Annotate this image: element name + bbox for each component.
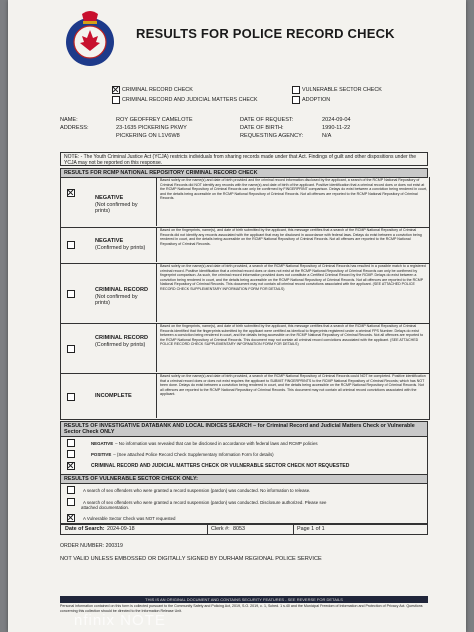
camera-watermark: nfinix NOTE: [74, 612, 166, 629]
requesting-agency: N/A: [322, 133, 332, 139]
option-vulnerable-sector-check: VULNERABLE SECTOR CHECK: [292, 86, 382, 94]
date-of-birth: 1990-11-22: [322, 125, 351, 131]
rcmp-section-header: RESULTS FOR RCMP NATIONAL REPOSITORY CRIMINAL RECORD CHECK: [60, 168, 428, 178]
vulnerable-sector-section: RESULTS OF VULNERABLE SECTOR CHECK ONLY: A search of sex offenders who were granted a record suspension (pardon) was conducted. No information to release. A search of sex offenders who were granted a record suspension (pardon) was conducted. Disclosure authorized. Please see attached documentation. A Vulnerable Sector Check was NOT requested: [60, 474, 428, 525]
search-date: 2024-09-18: [107, 526, 135, 532]
applicant-name: ROY GEOFFREY CAMELOTE: [116, 117, 193, 123]
inv-positive: POSITIVE – (See attached Police Record Check Supplementary Information Form for details): [67, 450, 274, 458]
checkbox: [292, 96, 300, 104]
request-labels: DATE OF REQUEST: DATE OF BIRTH: REQUESTING AGENCY:: [240, 117, 304, 139]
clerk-number: 8053: [233, 526, 245, 532]
inv-not-requested: CRIMINAL RECORD AND JUDICIAL MATTERS CHECK OR VULNERABLE SECTOR CHECK NOT REQUESTED: [67, 462, 349, 470]
checkbox-checked: [112, 86, 120, 94]
option-criminal-record-judicial-matters: CRIMINAL RECORD AND JUDICIAL MATTERS CHECK: [112, 96, 257, 104]
privacy-notice: Personal information contained on this form is collected pursuant to the Community Safety and Policing Act, 2019, S.O. 2019, c. 1, Sched. 1 s.40 and the Municipal Freedom of Information and Protection of Privacy Act. Questions concerning this collection should be directed to the Information Release Unit.: [60, 604, 423, 613]
order-number: ORDER NUMBER: 200319: [60, 543, 123, 549]
checkbox: [67, 290, 75, 298]
durham-police-crest-logo: [64, 8, 116, 72]
option-criminal-record-check: CRIMINAL RECORD CHECK: [112, 86, 193, 94]
checkbox: [67, 345, 75, 353]
validity-notice: NOT VALID UNLESS EMBOSSED OR DIGITALLY SIGNED BY DURHAM REGIONAL POLICE SERVICE: [60, 556, 322, 562]
checkbox: [112, 96, 120, 104]
rcmp-row-incomplete: INCOMPLETE Based solely on the name(s) and date of birth provided, a search of the RCMP National Repository of Criminal Records could NOT be completed. Positive identification that a criminal record does or does not exist requires the applicant to SUBMIT FINGERPRINTS to the RCMP National Repository of Criminal Records; which has NOT been done. Delays do exist between a conviction being rendered in court, and the details being accessible on the RCMP National Repository of Criminal Records. Not all offences are reported to the RCMP National Repository of Criminal Records. This document may not contain all criminal record convictions associated with the applicant.: [60, 373, 430, 420]
checkbox: [292, 86, 300, 94]
applicant-address-1: 23-1635 PICKERING PKWY: [116, 125, 187, 131]
rcmp-row-negative-confirmed: NEGATIVE (Confirmed by prints) Based on the fingerprints, name(s), and date of birth submitted by the applicant, this message certifies that a search of the RCMP National Repository of Criminal Records did not identify any records associated with the applicant that may be disclosed in accordance with federal laws. Delays do exist between a conviction being rendered in court, and the details being accessible on the RCMP National Repository of Criminal Records. Not all offences are reported to the RCMP National Repository of Criminal Records.: [60, 227, 430, 264]
applicant-address-2: PICKERING ON L1V6W8: [116, 133, 180, 139]
inv-negative: NEGATIVE – No information was revealed that can be disclosed in accordance with federal laws and RCMP policies: [67, 439, 318, 447]
checkbox-checked: [67, 189, 75, 197]
ycja-note: NOTE: - The Youth Criminal Justice Act (YCJA) restricts individuals from sharing records made under that Act. Findings of guilt and other dispositions under the YCJA may not be reported on this response.: [60, 152, 428, 166]
rcmp-row-criminal-not-confirmed: CRIMINAL RECORD (Not confirmed by prints) Based solely on the name(s) and date of birth provided, a search of the RCMP National Repository of Criminal Records has resulted in a possible match to a registered criminal record. Positive identification that a criminal record does or does not exist at the RCMP National Repository of Criminal Records can only be confirmed by fingerprint comparison. As such, the criminal record information provided does not constitute a Certified Criminal Record by the RCMP. Delays do exist between a conviction being rendered in court, and the details being accessible on the RCMP National Repository of Criminal Records. Not all offences are reported to the RCMP National Repository of Criminal Records. This document may not contain all criminal record convictions associated with the applicant. (SEE ATTACHED POLICE RECORD CHECK SUPPLEMENTARY INFORMATION FORM FOR DETAILS): [60, 263, 430, 324]
search-footer: Date of Search: 2024-09-18 Clerk #: 8053 Page 1 of 1: [60, 523, 428, 535]
document-page: [8, 0, 466, 632]
checkbox: [67, 393, 75, 401]
date-of-request: 2024-09-04: [322, 117, 351, 123]
page-number: Page 1 of 1: [293, 524, 325, 535]
rcmp-row-negative-not-confirmed: NEGATIVE (Not confirmed by prints) Based solely on the name(s) and date of birth provided and the criminal record information disclosed by the applicant, a search of the RCMP National Repository of Criminal Records did NOT identify any records with the name(s) and date of birth of the applicant. Positive identification that a criminal record does or does not exist at the RCMP National Repository of Criminal Records can only be confirmed by FINGERPRINT comparison. Delays do exist between a conviction being rendered in court, and the details being accessible on the RCMP National Repository of Criminal Records. Not all offences are reported to the RCMP National Repository of Criminal Records.: [60, 177, 430, 228]
option-adoption: ADOPTION: [292, 96, 330, 104]
checkbox: [67, 241, 75, 249]
request-values: [322, 116, 351, 140]
applicant-labels: NAME: ADDRESS:: [60, 117, 89, 131]
security-bar: THIS IS AN ORIGINAL DOCUMENT AND CONTAINS SECURITY FEATURES - SEE REVERSE FOR DETAILS: [60, 596, 428, 603]
applicant-values: [116, 116, 193, 140]
rcmp-row-criminal-confirmed: CRIMINAL RECORD (Confirmed by prints) Based on the fingerprints, name(s), and date of birth submitted by the applicant, this message certifies that a search of the RCMP National Repository of Criminal Records identified that the fingerprints submitted by the applicant were certified as identical to fingerprints registered under a criminal FPS Number. Delays do exist between a conviction being rendered in court, and the details being accessible on the RCMP National Repository of Criminal Records. Not all offences are reported to the RCMP National Repository of Criminal Records. This document may not contain all criminal record convictions associated with the applicant. (SEE ATTACHED POLICE RECORD CHECK SUPPLEMENTARY INFORMATION FORM FOR DETAILS): [60, 323, 430, 374]
page-title: RESULTS FOR POLICE RECORD CHECK: [136, 26, 395, 41]
investigative-section: RESULTS OF INVESTIGATIVE DATABANK AND LOCAL INDICES SEARCH – for Criminal Record and Judicial Matters Check or Vulnerable Sector Check ONLY NEGATIVE – No information was revealed that can be disclosed in accordance with federal laws and RCMP policies POSITIVE – (See attached Police Record Check Supplementary Information Form for details) CRIMINAL RECORD AND JUDICIAL MATTERS CHECK OR VULNERABLE SECTOR CHECK NOT REQUESTED: [60, 421, 428, 476]
